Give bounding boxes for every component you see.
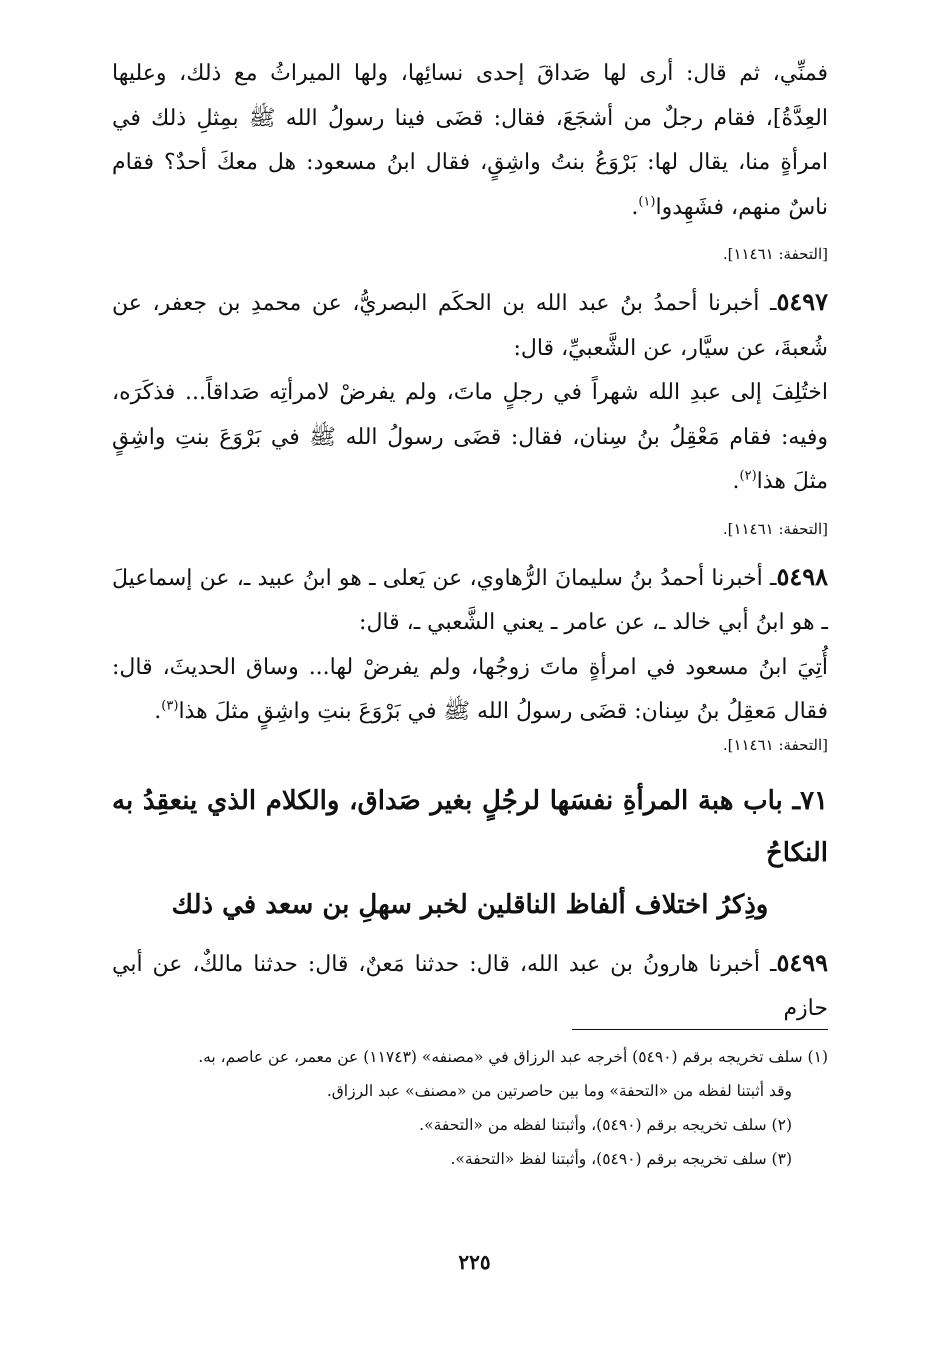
tuhfa-reference: [التحفة: ١١٤٦١]. bbox=[722, 519, 828, 538]
footnote-marker[interactable]: (١) bbox=[638, 194, 656, 210]
hadith-5498-matn: أُتِيَ ابنُ مسعود في امرأةٍ ماتَ زوجُها، ولم يفرضْ لها... وساق الحديثَ، قال: فقال مَعقِلُ بنُ سِنان: قضَى رسولُ الله ﷺ في بَرْوَعَ بنتِ واشِقٍ مثلَ هذا$^{(٣)}$. bbox=[112, 654, 828, 724]
chapter-heading bbox=[112, 775, 828, 931]
hadith-5498-isnad bbox=[112, 555, 828, 646]
paragraph-continuation bbox=[112, 52, 828, 230]
hadith-number: ٥٤٩٩ bbox=[776, 947, 828, 977]
chapter-title-line-2: وذِكرُ اختلاف ألفاظ الناقلين لخبر سهلِ بن سعد في ذلك bbox=[171, 889, 769, 920]
hadith-number: ٥٤٩٨ bbox=[776, 561, 828, 591]
matn-text: أُتِيَ ابنُ مسعود في امرأةٍ ماتَ زوجُها، ولم يفرضْ لها... وساق الحديثَ، قال: فقال مَعقِلُ بنُ سِنان: قضَى رسولُ الله ﷺ في بَرْوَعَ بنتِ واشِقٍ مثلَ هذا bbox=[112, 654, 828, 724]
footnote-1-note: وقد أثبتنا لفظه من «التحفة» وما بين حاصرتين من «مصنف» عبد الرزاق. bbox=[326, 1082, 792, 1100]
hadith-5497-matn: اختُلِفَ إلى عبدِ الله شهراً في رجلٍ ماتَ، ولم يفرضْ لامرأتِه صَداقاً... فذكَرَه، وفيه: فقام مَعْقِلُ بنُ سِنان، فقال: قضَى رسولُ الله ﷺ في بَرْوَعَ بنتِ واشِقٍ مثلَ هذا$^{(٢)}$. bbox=[112, 380, 828, 494]
footnote-marker[interactable]: (٢) bbox=[739, 468, 757, 484]
footnote-2: (٢) سلف تخريجه برقم (٥٤٩٠)، وأثبتنا لفظه من «التحفة». bbox=[419, 1116, 792, 1134]
hadith-5497-isnad bbox=[112, 280, 828, 371]
footnote-separator bbox=[572, 1029, 828, 1030]
footnote-1: (١) سلف تخريجه برقم (٥٤٩٠) أخرجه عبد الرزاق في «مصنفه» (١١٧٤٣) عن معمر، عن عاصم، به. bbox=[198, 1048, 828, 1066]
page-number: ٢٢٥ bbox=[458, 1250, 491, 1274]
tuhfa-reference: [التحفة: ١١٤٦١]. bbox=[722, 245, 828, 263]
tuhfa-reference: [التحفة: ١١٤٦١]. bbox=[722, 735, 828, 754]
isnad-text: ـ أخبرنا أحمدُ بنُ عبد الله بن الحكَم البصريُّ، عن محمدِ بن جعفر، عن شُعبةَ، عن سيَّار، عن الشَّعبيِّ، قال: bbox=[112, 291, 828, 361]
isnad-text: ـ أخبرنا هارونُ بن عبد الله، قال: حدثنا مَعنٌ، قال: حدثنا مالكٌ، عن أبي حازم bbox=[112, 951, 828, 1021]
page-body bbox=[112, 52, 828, 1032]
footnote-marker[interactable]: (٣) bbox=[161, 698, 179, 714]
hadith-number: ٥٤٩٧ bbox=[776, 287, 828, 316]
isnad-text: ـ أخبرنا أحمدُ بنُ سليمانَ الرُّهاوي، عن يَعلى ـ هو ابنُ عبيد ـ، عن إسماعيلَ ـ هو ابنُ أبي خالد ـ، عن عامر ـ يعني الشَّعبي ـ، قال: bbox=[112, 565, 828, 635]
matn-text: اختُلِفَ إلى عبدِ الله شهراً في رجلٍ ماتَ، ولم يفرضْ لامرأتِه صَداقاً... فذكَرَه، وفيه: فقام مَعْقِلُ بنُ سِنان، فقال: قضَى رسولُ الله ﷺ في بَرْوَعَ بنتِ واشِقٍ مثلَ هذا bbox=[112, 380, 828, 494]
paragraph-text: فمنِّي، ثم قال: أرى لها صَداقَ إحدى نسائِها، ولها الميراثُ مع ذلك، وعليها العِدَّةُ]، فقام رجلٌ من أشجَعَ، فقال: قضَى فينا رسولُ الله ﷺ بمِثلِ ذلك في امرأةٍ منا، يقال لها: بَرْوَعُ بنتُ واشِقٍ، فقال ابنُ مسعود: هل معكَ أحدٌ؟ فقام ناسٌ منهم، فشَهِدوا bbox=[112, 61, 828, 220]
footnotes-section bbox=[112, 1040, 828, 1176]
chapter-title-line-1: ٧١ـ باب هبة المرأةِ نفسَها لرجُلٍ بغير صَداق، والكلام الذي ينعقِدُ به النكاحُ bbox=[112, 785, 828, 868]
paragraph-end: . bbox=[631, 194, 639, 220]
footnote-3: (٣) سلف تخريجه برقم (٥٤٩٠)، وأثبتنا لفظ «التحفة». bbox=[450, 1150, 792, 1168]
hadith-5499-isnad bbox=[112, 941, 828, 1032]
